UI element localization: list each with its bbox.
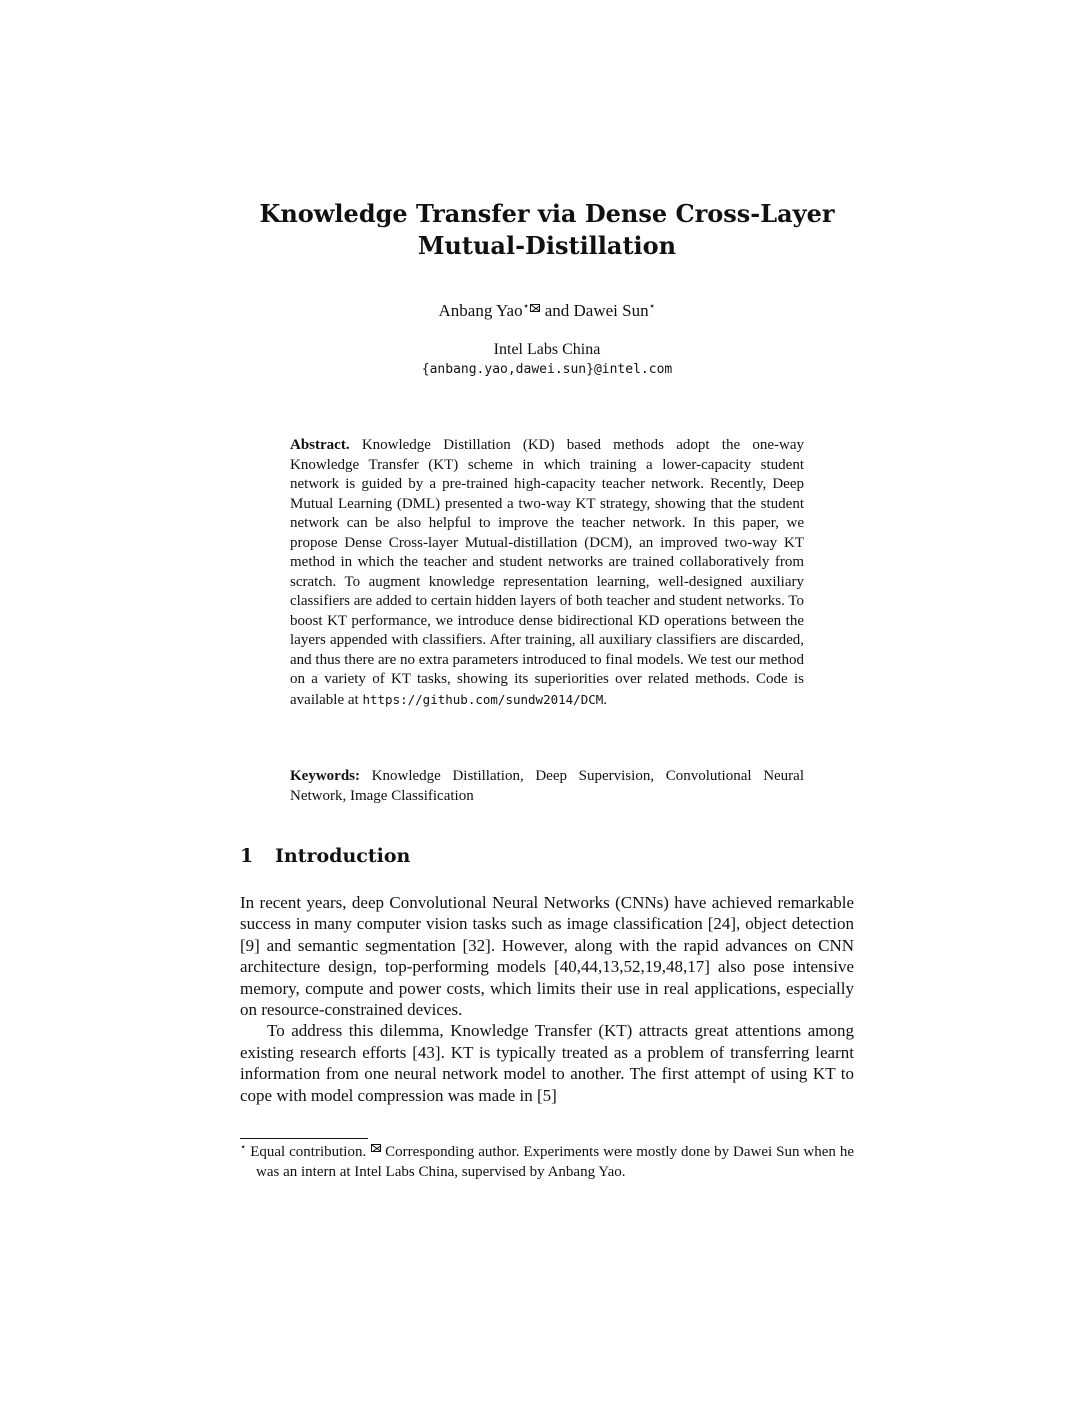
footnote-text: Corresponding author. Experiments were mostly done by Dawei Sun when he was an intern at Intel Labs China, supervised by Anbang Yao. — [256, 1144, 854, 1180]
affiliation: Intel Labs China — [493, 341, 601, 358]
keywords-text: Knowledge Distillation, Deep Supervision, Convolutional Neural Network, Image Classification — [290, 768, 805, 804]
paragraph: To address this dilemma, Knowledge Transfer (KT) attracts great attentions among existing research efforts [43]. KT is typically treated as a problem of transferring learnt information from one neural network model to another. The first attempt of using KT to cope with model compression was made in [5] — [240, 1021, 854, 1105]
envelope-icon — [530, 304, 540, 312]
keywords — [290, 766, 804, 806]
code-availability-text: Code is available at — [290, 671, 804, 708]
section-number: 1 — [240, 845, 254, 867]
section-heading — [240, 843, 410, 869]
author-list — [240, 300, 854, 322]
author-conjunction: and — [540, 301, 574, 320]
author-name: Anbang Yao — [438, 301, 523, 320]
footnote-text: Equal contribution. — [246, 1144, 371, 1160]
author-emails: {anbang.yao,dawei.sun}@intel.com — [421, 362, 673, 377]
code-link[interactable]: https://github.com/sundw2014/DCM — [362, 691, 604, 707]
equal-contribution-mark: ⋆ — [648, 300, 656, 313]
title-line-2: Mutual-Distillation — [417, 231, 677, 260]
paper-title — [240, 198, 854, 262]
footnote-star: ⋆ — [240, 1142, 247, 1153]
code-link-suffix: . — [603, 691, 608, 708]
footnote-rule — [240, 1138, 368, 1139]
author-name: Dawei Sun — [573, 301, 649, 320]
introduction-body — [240, 892, 854, 1106]
keywords-label: Keywords: — [290, 768, 360, 784]
section-title: Introduction — [275, 845, 411, 867]
title-line-1: Knowledge Transfer via Dense Cross-Layer — [259, 199, 835, 228]
abstract — [290, 436, 804, 710]
envelope-icon — [371, 1144, 381, 1152]
abstract-text: Knowledge Distillation (KD) based methods adopt the one-way Knowledge Transfer (KT) scheme in which training a lower-capacity student network is guided by a pre-trained high-capacity teacher network. Recently, Deep Mutual Learning (DML) presented a two-way KT strategy, showing that the student network can be also helpful to improve the teacher network. In this paper, we propose Dense Cross-layer Mutual-distillation (DCM), an improved two-way KT method in which the teacher and student networks are trained collaboratively from scratch. To augment knowledge representation learning, well-designed auxiliary classifiers are added to certain hidden layers of both teacher and student networks. To boost KT performance, we introduce dense bidirectional KD operations between the layers appended with classifiers. After training, all auxiliary classifiers are discarded, and thus there are no extra parameters introduced to final models. We test our method on a variety of KT tasks, showing its superiorities over related methods. — [290, 437, 804, 687]
equal-contribution-mark: ⋆ — [522, 300, 530, 313]
footnote — [240, 1142, 854, 1182]
affiliation-block — [240, 340, 854, 380]
paragraph: In recent years, deep Convolutional Neural Networks (CNNs) have achieved remarkable success in many computer vision tasks such as image classification [24], object detection [9] and semantic segmentation [32]. However, along with the rapid advances on CNN architecture design, top-performing models [40,44,13,52,19,48,17] also pose intensive memory, compute and power costs, which limits their use in real applications, especially on resource-constrained devices. — [240, 893, 854, 1020]
abstract-label: Abstract. — [290, 437, 350, 453]
